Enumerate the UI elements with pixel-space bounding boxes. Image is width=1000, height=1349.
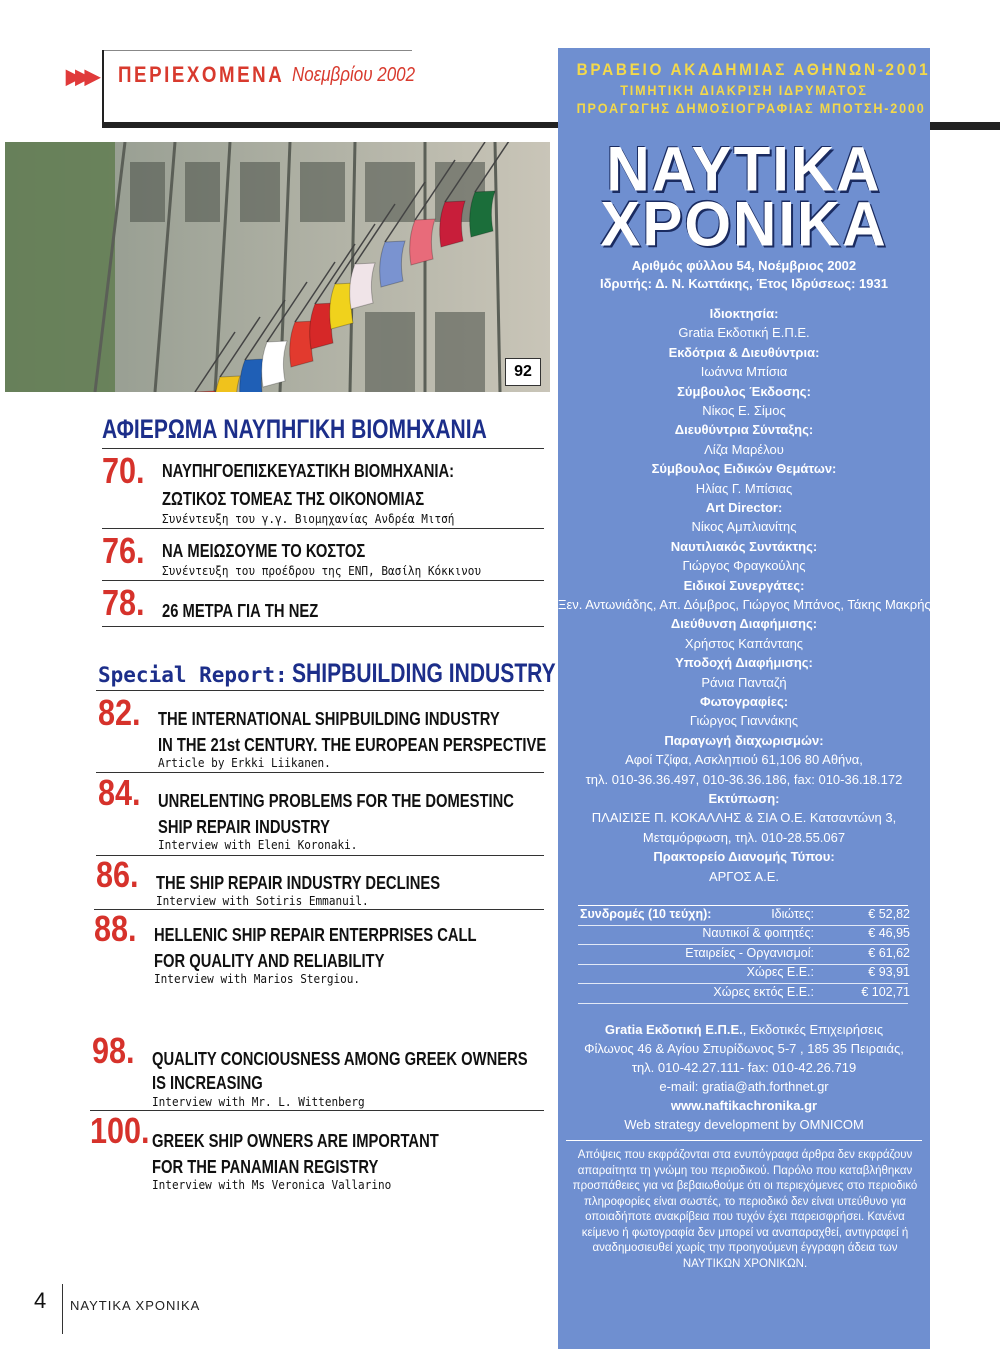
item-number: 78. (102, 582, 145, 623)
item-number: 84. (98, 772, 141, 813)
subscription-type: Εταιρείες - Οργανισμοί: (685, 945, 814, 960)
divider (102, 626, 544, 627)
flag (240, 359, 265, 392)
credit-name: ΠΛΑΙΣΙΣΕ Π. ΚΟΚΑΛΛΗΣ & ΣΙΑ Ο.Ε. Κατσαντώνη 3, (591, 810, 897, 826)
credit-role: Διεύθυνση Διαφήμισης: (670, 616, 818, 632)
section2-rule (96, 690, 544, 691)
section1-heading: ΑΦΙΕΡΩΜΑ ΝΑΥΠΗΓΙΚΗ ΒΙΟΜΗΧΑΝΙΑ (102, 414, 487, 444)
credit-role: Παραγωγή διαχωρισμών: (664, 732, 824, 748)
item-title: ΖΩΤΙΚΟΣ ΤΟΜΕΑΣ ΤΗΣ ΟΙΚΟΝΟΜΙΑΣ (162, 489, 425, 509)
photo-page-number: 92 (505, 358, 541, 386)
credit-role: Πρακτορείο Διανομής Τύπου: (653, 849, 835, 865)
credit-role: Εκτύπωση: (708, 791, 780, 806)
credit-name: Νίκος Ε. Σίμος (702, 403, 786, 418)
section2-heading-prefix: Special Report: (98, 663, 288, 687)
item-title: THE SHIP REPAIR INDUSTRY DECLINES (156, 873, 441, 893)
award-line-2: ΤΙΜΗΤΙΚΗ ΔΙΑΚΡΙΣΗ ΙΔΡΥΜΑΤΟΣ (620, 82, 868, 98)
subscription-price: € 102,71 (861, 984, 910, 999)
credit-role: Υποδοχή Διαφήμισης: (675, 655, 813, 671)
item-title: GREEK SHIP OWNERS ARE IMPORTANT (152, 1131, 439, 1151)
flag (262, 341, 287, 387)
divider (102, 580, 544, 581)
disclaimer-rule (566, 1140, 922, 1141)
item-subtitle: Συνέντευξη του προέδρου της ΕΝΠ, Βασίλη Κόκκινου (162, 564, 482, 578)
award-line-3: ΠΡΟΑΓΩΓΗΣ ΔΗΜΟΣΙΟΓΡΑΦΙΑΣ ΜΠΟΤΣΗ-2000 (576, 100, 926, 116)
credit-role: Διευθύντρια Σύνταξης: (674, 422, 814, 438)
photo-illustration (5, 142, 550, 392)
credit-name: ΑΡΓΟΣ Α.Ε. (708, 868, 780, 884)
masthead-title-2: ΧΡΟΝΙΚΑ (600, 188, 888, 259)
credit-name: Ιωάννα Μπίσια (700, 364, 788, 380)
publisher-email[interactable]: e-mail: gratia@ath.forthnet.gr (659, 1079, 829, 1094)
credit-name: Ξεν. Αντωνιάδης, Απ. Δόμβρος, Γιώργος Μπάνος, Τάκης Μακρής (558, 597, 931, 612)
item-title: IN THE 21st CENTURY. THE EUROPEAN PERSPECTIVE (158, 735, 547, 755)
subscription-type: Χώρες Ε.Ε.: (746, 965, 814, 980)
section2-heading-main: SHIPBUILDING INDUSTRY (292, 658, 556, 688)
item-title: ΝΑ ΜΕΙΩΣΟΥΜΕ ΤΟ ΚΟΣΤΟΣ (162, 541, 366, 561)
credit-name: Αφοί Τζίφα, Ασκληπιού 61,106 80 Αθήνα, (625, 752, 863, 768)
item-subtitle: Συνέντευξη του γ.γ. Βιομηχανίας Ανδρέα Μιτσή (162, 512, 455, 526)
credit-name: Gratia Εκδοτική Ε.Π.Ε. (678, 325, 810, 341)
masthead-title-1: ΝΑΥΤΙΚΑ (606, 134, 882, 205)
item-number: 88. (94, 908, 137, 949)
divider (102, 528, 544, 529)
credit-role: Ναυτιλιακός Συντάκτης: (670, 538, 818, 554)
subscription-price: € 46,95 (868, 926, 910, 941)
credit-role: Ιδιοκτησία: (709, 306, 779, 321)
item-title: FOR QUALITY AND RELIABILITY (154, 951, 385, 971)
subscription-type: Ναυτικοί & φοιτητές: (702, 926, 814, 941)
item-number: 76. (102, 530, 145, 571)
subscription-price: € 61,62 (868, 945, 910, 960)
footer-separator (62, 1284, 63, 1334)
subscription-price: € 52,82 (868, 907, 910, 921)
publisher-website[interactable]: www.naftikachronika.gr (670, 1098, 818, 1113)
credit-role: Σύμβουλος Ειδικών Θεμάτων: (651, 461, 837, 477)
publisher-type: , Εκδοτικές Επιχειρήσεις (742, 1022, 884, 1037)
subscription-rule (578, 905, 908, 906)
credit-name: Μεταμόρφωση, τηλ. 010-28.55.067 (642, 829, 846, 845)
divider (94, 909, 544, 910)
credit-role: Ειδικοί Συνεργάτες: (683, 577, 805, 593)
header-bar-end (930, 126, 1000, 130)
section2-heading (98, 658, 630, 689)
subscription-type: Ιδιώτες: (771, 907, 814, 921)
page-number: 4 (34, 1288, 47, 1313)
item-subtitle: Interview with Marios Stergiou. (154, 972, 361, 986)
publisher-company (558, 1022, 930, 1037)
publisher-address: Φίλωνος 46 & Αγίου Σπυρίδωνος 5-7 , 185 35 Πειραιάς, (584, 1041, 904, 1056)
web-credit: Web strategy development by OMNICOM (624, 1117, 864, 1132)
publisher-phone: τηλ. 010-42.27.111- fax: 010-42.26.719 (631, 1060, 857, 1075)
flag (380, 241, 405, 287)
section1-rule (102, 448, 544, 449)
credit-name: Λίζα Μαρέλου (704, 441, 784, 457)
credit-role: Φωτογραφίες: (699, 694, 789, 709)
item-title: FOR THE PANAMIAN REGISTRY (152, 1157, 379, 1177)
item-number: 70. (102, 450, 145, 491)
item-title: IS INCREASING (152, 1073, 263, 1093)
credit-role: Σύμβουλος Έκδοσης: (677, 383, 811, 399)
building-flags-photo (5, 142, 550, 392)
award-line-1: ΒΡΑΒΕΙΟ ΑΚΑΔΗΜΙΑΣ ΑΘΗΝΩΝ-2001 (576, 60, 931, 79)
item-title: HELLENIC SHIP REPAIR ENTERPRISES CALL (154, 925, 477, 945)
footer-title: ΝΑΥΤΙΚΑ ΧΡΟΝΙΚΑ (70, 1298, 201, 1313)
credit-role: Art Director: (705, 500, 783, 515)
item-title: QUALITY CONCIOUSNESS AMONG GREEK OWNERS (152, 1049, 528, 1069)
item-number: 100. (90, 1110, 150, 1151)
item-title: THE INTERNATIONAL SHIPBUILDING INDUSTRY (158, 709, 500, 729)
flag (440, 201, 465, 247)
page-title: ΠΕΡΙΕΧΟΜΕΝΑ (118, 62, 285, 87)
issue-info: Αριθμός φύλλου 54, Νοέμβριος 2002 (631, 258, 857, 273)
item-title: SHIP REPAIR INDUSTRY (158, 817, 330, 837)
credit-name: Νίκος Αμπλιανίτης (691, 519, 797, 535)
publisher-name: Gratia Εκδοτική Ε.Π.Ε. (604, 1022, 743, 1037)
issue-date: Νοεμβρίου 2002 (292, 64, 416, 86)
divider (96, 772, 544, 773)
founder-info: Ιδρυτής: Δ. Ν. Κωττάκης, Έτος Ιδρύσεως: 1931 (600, 276, 888, 291)
arrows-icon: ▶▶▶ (66, 66, 95, 88)
credit-name: Χρήστος Καπάνταης (684, 635, 804, 651)
item-number: 86. (96, 854, 139, 895)
item-subtitle: Interview with Ms Veronica Vallarino (152, 1178, 392, 1192)
item-subtitle: Interview with Eleni Koronaki. (158, 838, 358, 852)
item-number: 98. (92, 1030, 135, 1071)
subscription-row-rule (578, 1003, 908, 1004)
flag (470, 191, 495, 237)
credit-name: Ράνια Πανταζή (701, 674, 787, 690)
item-subtitle: Interview with Sotiris Emmanuil. (156, 894, 369, 908)
item-title: 26 ΜΕΤΡΑ ΓΙΑ ΤΗ ΝΕΖ (162, 601, 319, 621)
disclaimer: Απόψεις που εκφράζονται στα ενυπόγραφα άρθρα δεν εκφράζουν απαραίτητα τη γνώμη του περιοδικού. Παρόλο που καταβλήθηκαν προσπάθειες για να βεβαιωθούμε ότι οι περιεχόμενες στο περιοδικό πληροφορίες είναι σωστές, το περιοδικό δεν είναι υπεύθυνο για οποιαδήποτε ανακρίβεια που τυχόν έχει παρεισφρήσει. Κανένα κείμενο ή φωτογραφία δεν μπορεί να αναπαραχθεί, αντιγραφεί ή αναδημοσιευθεί χωρίς την προηγούμενη έγγραφη άδεια των ΝΑΥΤΙΚΩΝ ΧΡΟΝΙΚΩΝ. (572, 1149, 918, 1270)
item-title: ΝΑΥΠΗΓΟΕΠΙΣΚΕΥΑΣΤΙΚΗ ΒΙΟΜΗΧΑΝΙΑ: (162, 461, 455, 481)
credit-role: Εκδότρια & Διευθύντρια: (668, 344, 820, 360)
flag (350, 263, 375, 309)
item-subtitle: Article by Erkki Liikanen. (158, 756, 331, 770)
flag (410, 219, 435, 265)
credit-name: Γιώργος Γιαννάκης (689, 713, 799, 729)
divider (96, 855, 544, 856)
masthead-logo (558, 134, 930, 259)
credit-name: Ηλίας Γ. Μπίσιας (695, 480, 793, 496)
credit-name: Γιώργος Φραγκούλης (682, 558, 806, 574)
subscription-label: Συνδρομές (10 τεύχη): (580, 907, 712, 921)
subscription-price: € 93,91 (868, 965, 910, 980)
item-number: 82. (98, 692, 141, 733)
item-subtitle: Interview with Mr. L. Wittenberg (152, 1095, 365, 1109)
item-title: UNRELENTING PROBLEMS FOR THE DOMESTINC (158, 791, 514, 811)
credit-name: τηλ. 010-36.36.497, 010-36.36.186, fax: 010-36.18.172 (585, 771, 903, 787)
subscription-type: Χώρες εκτός Ε.Ε.: (713, 984, 814, 999)
divider (90, 1110, 544, 1111)
